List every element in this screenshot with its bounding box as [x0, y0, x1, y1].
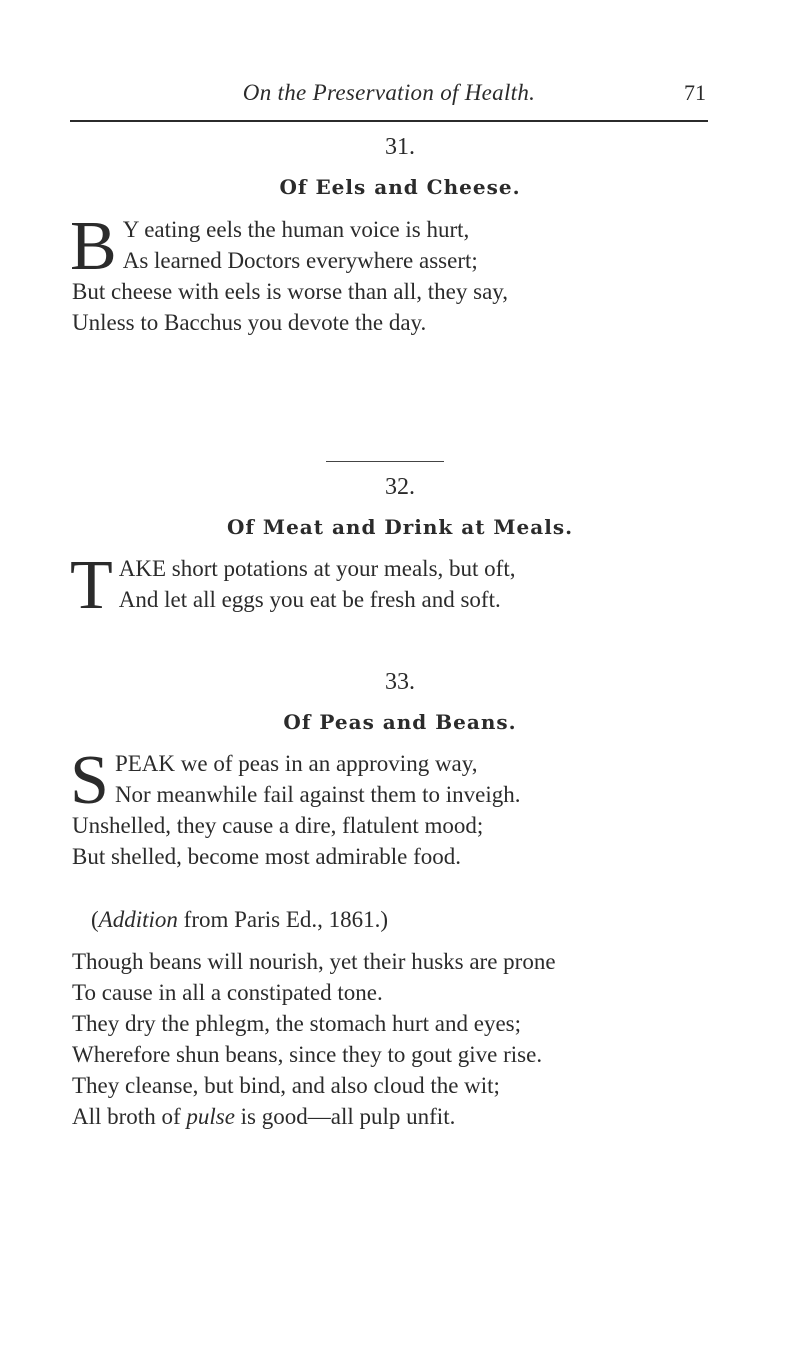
- verse-line: Unshelled, they cause a dire, flatulent mood;: [72, 813, 484, 838]
- section-number-33: 33.: [385, 669, 415, 695]
- running-header: [70, 80, 708, 122]
- section-number-31: 31.: [385, 134, 415, 160]
- section-number-32: 32.: [385, 474, 415, 500]
- verse-line: They cleanse, but bind, and also cloud the wit;: [72, 1073, 500, 1098]
- section-heading-meat-drink: Of Meat and Drink at Meals.: [226, 515, 574, 539]
- note-italic: Addition: [98, 907, 178, 932]
- verse-line: But shelled, become most admirable food.: [72, 844, 461, 869]
- section-divider: [326, 461, 444, 462]
- verse-line: Y eating eels the human voice is hurt,: [122, 217, 470, 242]
- last-line-after: is good—all pulp unfit.: [234, 1104, 456, 1129]
- note-open: (: [91, 907, 99, 932]
- section-heading-eels-cheese: Of Eels and Cheese.: [279, 175, 521, 199]
- note-rest: from Paris Ed., 1861.): [177, 907, 389, 932]
- verse-block-33: [70, 742, 732, 872]
- pulse-word: pulse: [186, 1104, 235, 1129]
- section-heading-peas-beans: Of Peas and Beans.: [283, 710, 517, 734]
- verse-line: Unless to Bacchus you devote the day.: [72, 310, 427, 335]
- addition-verse-block: [72, 946, 732, 1132]
- verse-line: As learned Doctors everywhere assert;: [122, 248, 478, 273]
- drop-cap: B: [70, 208, 117, 285]
- page-number: 71: [684, 80, 706, 105]
- verse-line: But cheese with eels is worse than all, they say,: [72, 279, 509, 304]
- verse-line: And let all eggs you eat be fresh and soft.: [118, 587, 501, 612]
- verse-line: Though beans will nourish, yet their husks are prone: [72, 949, 556, 974]
- verse-block-31: [70, 208, 732, 338]
- verse-line: Wherefore shun beans, since they to gout give rise.: [72, 1042, 543, 1067]
- last-line-before: All broth of: [72, 1104, 187, 1129]
- verse-line: To cause in all a constipated tone.: [72, 980, 383, 1005]
- addition-note: [91, 904, 731, 935]
- verse-line: They dry the phlegm, the stomach hurt and eyes;: [72, 1011, 522, 1036]
- verse-line: PEAK we of peas in an approving way,: [114, 751, 478, 776]
- verse-line: AKE short potations at your meals, but oft,: [118, 556, 516, 581]
- verse-block-32: [70, 547, 732, 624]
- verse-line: Nor meanwhile fail against them to inveigh.: [114, 782, 521, 807]
- running-title: On the Preservation of Health.: [242, 80, 536, 105]
- drop-cap: T: [70, 547, 113, 624]
- verse-line-last: [72, 1101, 732, 1132]
- drop-cap: S: [70, 742, 109, 819]
